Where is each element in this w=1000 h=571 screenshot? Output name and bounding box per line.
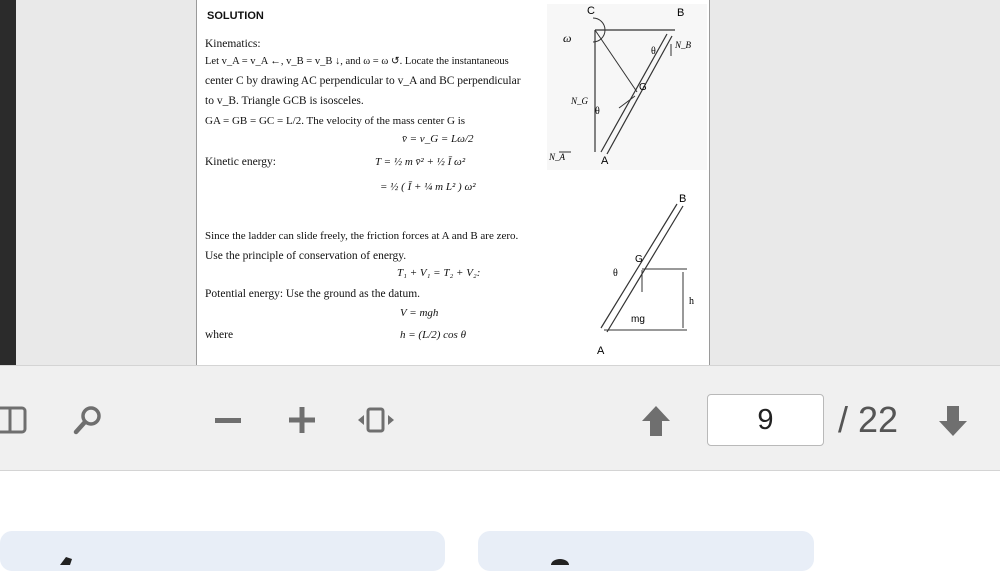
point-a-label: A — [601, 155, 609, 167]
theta-label: θ — [651, 46, 656, 57]
text-line: Use the principle of conservation of energy. — [205, 250, 407, 262]
omega-label: ω — [563, 31, 572, 45]
content-card[interactable] — [478, 531, 814, 571]
fig2-a-label: A — [597, 345, 605, 357]
text-line: Kinetic energy: — [205, 156, 276, 168]
text-line: Kinematics: — [205, 38, 261, 50]
text-line: where — [205, 329, 234, 341]
total-pages-label: / 22 — [838, 399, 899, 440]
fig2-theta-label: θ — [613, 268, 618, 279]
zoom-in-icon[interactable] — [288, 406, 316, 434]
fit-width-icon[interactable] — [356, 406, 396, 434]
pdf-toolbar — [0, 365, 1000, 471]
na-label: N_A — [549, 152, 566, 162]
content-card[interactable] — [0, 531, 445, 571]
fig2-b-label: B — [679, 193, 687, 205]
page-down-icon[interactable] — [936, 404, 970, 438]
ladder-potential-figure — [597, 192, 707, 360]
equation: T₁ + V₁ = T₂ + V₂: — [397, 267, 481, 279]
page-up-icon[interactable] — [640, 404, 672, 438]
theta-label: θ — [595, 106, 600, 117]
text-line: center C by drawing AC perpendicular to v_A and BC perpendicular — [205, 75, 521, 87]
solution-heading: SOLUTION — [207, 10, 264, 22]
text-line: Let v_A = v_A ←, v_B = v_B ↓, and ω = ω ↺. Locate the instantaneous — [205, 56, 509, 67]
pdf-page — [196, 0, 710, 365]
search-icon[interactable] — [72, 404, 104, 436]
left-panel-edge — [0, 0, 16, 365]
equation: h = (L/2) cos θ — [400, 329, 466, 341]
ladder-kinematics-figure — [547, 4, 707, 170]
fig2-mg-label: mg — [631, 314, 645, 325]
point-g-label: G — [639, 82, 647, 93]
point-b-label: B — [677, 7, 685, 19]
point-c-label: C — [587, 5, 595, 17]
equation: = ½ ( Ī + ¼ m L² ) ω² — [380, 181, 476, 193]
nb-label: N_B — [675, 40, 692, 50]
page-number-input[interactable] — [707, 394, 824, 446]
equation: v̄ = v_G = Lω/2 — [402, 133, 474, 145]
fig2-g-label: G — [635, 254, 643, 265]
zoom-out-icon[interactable] — [214, 417, 242, 425]
text-line: Since the ladder can slide freely, the friction forces at A and B are zero. — [205, 230, 519, 242]
text-line: Potential energy: Use the ground as the datum. — [205, 288, 421, 300]
card-icon — [550, 557, 570, 565]
text-line: GA = GB = GC = L/2. The velocity of the mass center G is — [205, 115, 466, 127]
text-line: to v_B. Triangle GCB is isosceles. — [205, 95, 364, 107]
equation: T = ½ m v̄² + ½ Ī ω² — [375, 156, 466, 168]
ng-label: N_G — [571, 96, 589, 106]
sidebar-toggle-icon[interactable] — [0, 406, 30, 434]
fig2-h-label: h — [689, 296, 694, 307]
card-icon — [58, 555, 76, 565]
equation: V = mgh — [400, 307, 439, 319]
